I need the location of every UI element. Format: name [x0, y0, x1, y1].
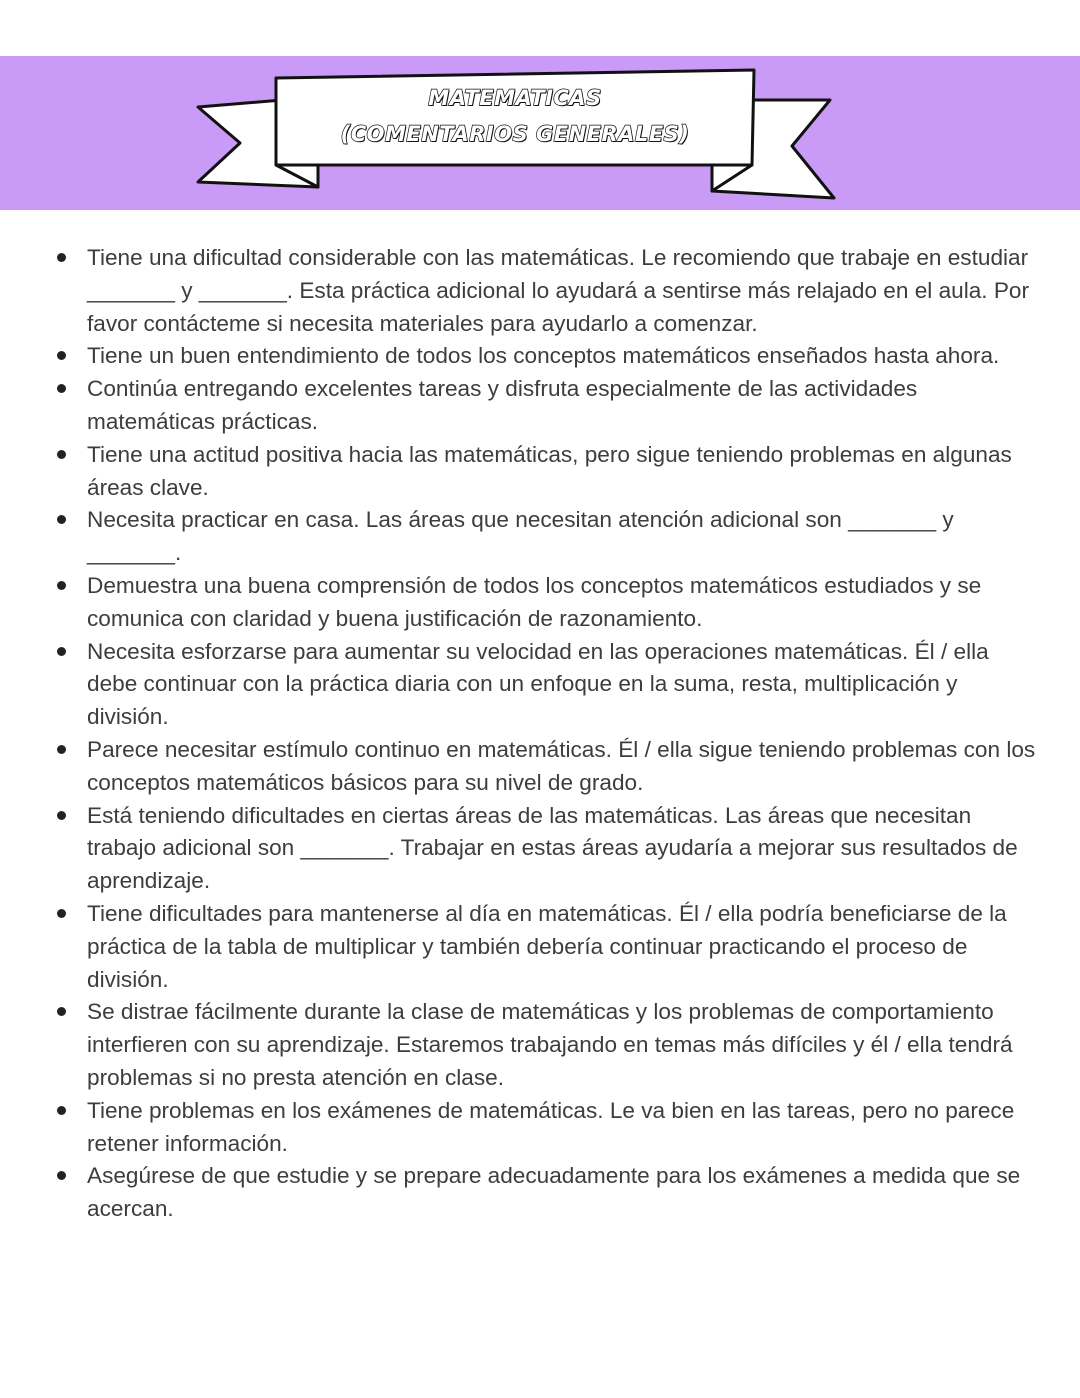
list-item: [54, 1160, 1044, 1226]
bullet-icon: [57, 1106, 66, 1115]
comment-text: Tiene una actitud positiva hacia las matemáticas, pero sigue teniendo problemas en algunas áreas clave.: [87, 441, 1012, 500]
comment-text: Parece necesitar estímulo continuo en matemáticas. Él / ella sigue teniendo problemas con los conceptos matemáticos básicos para su nivel de grado.: [87, 736, 1036, 795]
comment-text: Necesita esforzarse para aumentar su velocidad en las operaciones matemáticas. Él / ella debe continuar con la práctica diaria con un enfoque en la suma, resta, multiplicación y división.: [87, 638, 989, 730]
list-item: [54, 1095, 1044, 1161]
bullet-icon: [57, 384, 66, 393]
comment-text: Demuestra una buena comprensión de todos los conceptos matemáticos estudiados y se comunica con claridad y buena justificación de razonamiento.: [87, 572, 982, 631]
comments-list: [54, 242, 1044, 1226]
bullet-icon: [57, 515, 66, 524]
comment-text: Continúa entregando excelentes tareas y disfruta especialmente de las actividades matemáticas prácticas.: [87, 376, 918, 434]
comment-text: Asegúrese de que estudie y se prepare adecuadamente para los exámenes a medida que se acercan.: [87, 1163, 1021, 1222]
title-line-2: (COMENTARIOS GENERALES): [340, 122, 690, 146]
list-item: [54, 340, 1044, 373]
comment-text: Está teniendo dificultades en ciertas áreas de las matemáticas. Las áreas que necesitan trabajo adicional son _______. Trabajar en estas áreas ayudaría a mejorar sus resultados de aprendizaje.: [87, 802, 1018, 894]
list-item: [54, 439, 1044, 505]
bullet-icon: [57, 745, 66, 754]
bullet-icon: [57, 351, 66, 360]
list-item: [54, 242, 1044, 340]
comment-text: Tiene una dificultad considerable con las matemáticas. Le recomiendo que trabaje en estudiar _______ y _______. Esta práctica adicional lo ayudará a sentirse más relajado en el aula. Por favor contácteme si necesita materiales para ayudarlo a comenzar.: [87, 245, 1030, 336]
comment-text: Tiene dificultades para mantenerse al día en matemáticas. Él / ella podría beneficiarse de la práctica de la tabla de multiplicar y también debería continuar practicando el proceso de división.: [87, 900, 1007, 992]
list-item: [54, 996, 1044, 1094]
list-item: [54, 898, 1044, 996]
bullet-icon: [57, 1171, 66, 1180]
bullet-icon: [57, 253, 66, 262]
list-item: [54, 636, 1044, 734]
comment-text: Tiene un buen entendimiento de todos los conceptos matemáticos enseñados hasta ahora.: [87, 343, 1000, 369]
comment-text: Tiene problemas en los exámenes de matemáticas. Le va bien en las tareas, pero no parece retener información.: [87, 1097, 1015, 1156]
list-item: [54, 734, 1044, 800]
list-item: [54, 504, 1044, 570]
comment-text: Se distrae fácilmente durante la clase de matemáticas y los problemas de comportamiento interfieren con su aprendizaje. Estaremos trabajando en temas más difíciles y él / ella tendrá problemas si no presta atención en clase.: [87, 999, 1013, 1090]
title-line-1: MATEMATICAS: [428, 86, 602, 110]
list-item: [54, 570, 1044, 636]
bullet-icon: [57, 909, 66, 918]
comment-text: Necesita practicar en casa. Las áreas que necesitan atención adicional son _______ y _______.: [87, 507, 954, 566]
bullet-icon: [57, 450, 66, 459]
bullet-icon: [57, 647, 66, 656]
bullet-icon: [57, 811, 66, 820]
list-item: [54, 800, 1044, 898]
bullet-icon: [57, 1007, 66, 1016]
list-item: [54, 373, 1044, 439]
bullet-icon: [57, 581, 66, 590]
page-title: [280, 80, 750, 152]
